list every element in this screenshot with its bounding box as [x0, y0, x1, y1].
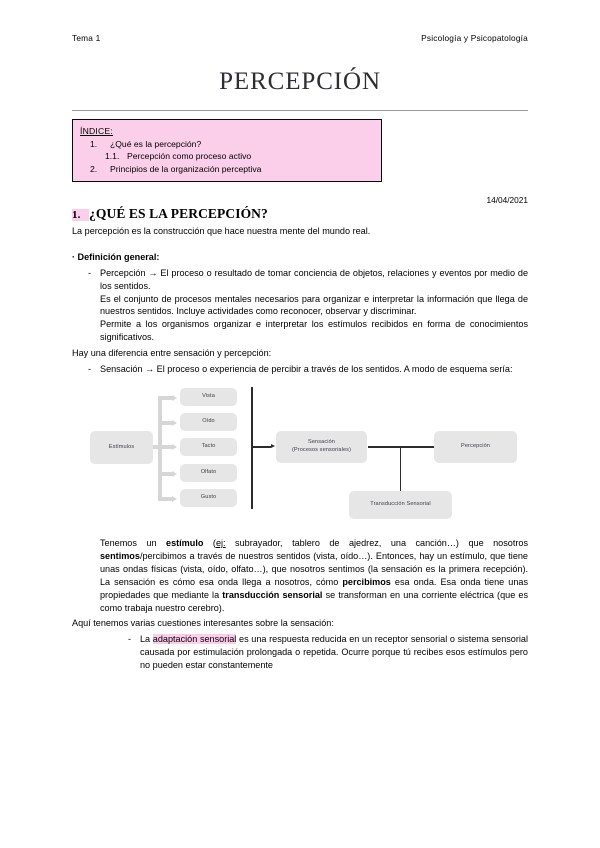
- highlight-adaptacion-sensorial: adaptación sensorial: [152, 634, 237, 645]
- list-dash: -: [128, 634, 132, 645]
- definition-paragraph-3: Permite a los organismos organizar e interpretar los estímulos recibidos en forma de conocimientos significativos.: [100, 319, 528, 343]
- index-title: ÍNDICE:: [80, 126, 113, 136]
- index-item-1-1: [80, 150, 375, 162]
- stimulus-paragraph-body: [100, 537, 528, 614]
- stimulus-bold-estimulo: estímulo: [166, 537, 204, 548]
- diagram-box-percepcion: Percepción: [434, 431, 517, 463]
- section-number: 1.: [72, 209, 81, 222]
- definition-list-item: [72, 267, 528, 344]
- index-item-label: ¿Qué es la percepción?: [110, 139, 202, 150]
- difference-term: Sensación: [100, 364, 143, 375]
- stimulus-bold-percibimos: percibimos: [342, 576, 391, 587]
- diagram-line-to-sensacion: [253, 446, 271, 447]
- diagram-branch-line-gusto: [158, 497, 172, 501]
- definition-text: El proceso o resultado de tomar conciencia de objetos, relaciones y eventos por medio de los sentidos.: [100, 267, 529, 291]
- running-head-left: Tema 1: [72, 33, 101, 43]
- diagram-box-tacto: Tacto: [180, 438, 237, 456]
- definition-term: Percepción: [100, 267, 146, 278]
- diagram-connector-vertical: [400, 447, 401, 491]
- diagram-box-estimulos: Estímulos: [90, 431, 153, 464]
- index-item-number: 1.1.: [105, 151, 120, 162]
- difference-paragraph: [100, 363, 528, 376]
- arrow-glyph: →: [145, 364, 155, 375]
- title-divider: [72, 110, 528, 111]
- index-item-number: 2.: [90, 163, 98, 174]
- diagram-arrow-head-vista: [172, 395, 177, 401]
- questions-list-item: [72, 633, 528, 672]
- index-item-label: Percepción como proceso activo: [127, 151, 252, 162]
- sensation-perception-diagram: [72, 383, 528, 531]
- definition-heading: · Definición general:: [72, 252, 160, 263]
- difference-list-item: [72, 363, 528, 376]
- diagram-branch-line-olfato: [158, 472, 172, 476]
- index-item-2: [80, 163, 375, 175]
- date-label: 14/04/2021: [486, 194, 528, 205]
- diagram-box-gusto: Gusto: [180, 489, 237, 507]
- list-dash: -: [88, 267, 92, 278]
- diagram-arrow-head-gusto: [172, 496, 177, 502]
- diagram-arrow-head-sensacion: [271, 444, 275, 448]
- index-box: [72, 119, 382, 182]
- diagram-box-sensacion: [276, 431, 367, 463]
- diagram-sensacion-line1: Sensación: [307, 439, 336, 446]
- stimulus-bold-sentimos: sentimos: [100, 550, 140, 561]
- arrow-glyph: →: [148, 267, 158, 278]
- section-intro-paragraph: La percepción es la construcción que hace nuestra mente del mundo real.: [72, 226, 371, 237]
- stimulus-indent-spacer: [72, 537, 100, 614]
- stimulus-bold-transduccion: transducción sensorial: [222, 589, 323, 600]
- diagram-box-vista: Vista: [180, 388, 237, 406]
- stimulus-text-4: /percibimos a través de nuestros sentidos (vista, oído…). Entonces, hay un estímulo, que tiene unas ondas físicas (vista, oído, olfato…), que nosotros sentimos (la sensación es la primera recepción). La sensación es cómo esa onda llega a nosotros, cómo: [100, 550, 528, 587]
- diagram-arrow-head-oido: [172, 420, 177, 426]
- diagram-sensacion-line2: (Procesos sensoriales): [291, 446, 352, 453]
- index-item-label: Principios de la organización perceptiva: [110, 163, 262, 174]
- stimulus-text-2: (: [203, 537, 216, 548]
- questions-lead: Aquí tenemos varias cuestiones interesantes sobre la sensación:: [72, 618, 334, 629]
- diagram-box-olfato: Olfato: [180, 464, 237, 482]
- diagram-branch-line-oido: [158, 421, 172, 425]
- difference-lead: Hay una diferencia entre sensación y percepción:: [72, 348, 272, 359]
- section-number-spacer: [80, 209, 89, 221]
- stimulus-text-6: se transforman en una corriente eléctrica (que es como trabaja nuestro cerebro).: [100, 589, 528, 613]
- diagram-box-oido: Oído: [180, 413, 237, 431]
- running-head-right: Psicología y Psicopatología: [421, 33, 528, 43]
- index-item-1: [80, 138, 375, 150]
- stimulus-underline-ej: ej:: [215, 537, 226, 548]
- diagram-arrow-head-olfato: [172, 471, 177, 477]
- definition-paragraph-2: Es el conjunto de procesos mentales necesarios para organizar e interpretar la información que llega de nuestros sentidos. Incluye actividades como reconocer, observar y discriminar.: [100, 293, 528, 317]
- page-content: [72, 0, 528, 672]
- diagram-branch-line-vista: [158, 396, 172, 400]
- definition-paragraph-1: [100, 267, 528, 293]
- adaptation-text-2: es una respuesta reducida en un receptor sensorial o sistema sensorial causada por estimulación prolongada o repetida. Ocurre porque tú recibes esos estímulos pero no pueden estar constantemente: [140, 634, 528, 671]
- diagram-arrow-head-tacto: [172, 444, 177, 450]
- stimulus-text-3: subrayador, tablero de ajedrez, una canción…) que nosotros: [225, 537, 528, 548]
- stimulus-text-1: Tenemos un: [100, 537, 167, 548]
- definition-body: [100, 267, 528, 344]
- section-heading: [72, 206, 528, 222]
- index-item-number: 1.: [90, 139, 98, 150]
- stimulus-paragraph: [100, 537, 528, 614]
- difference-body: [100, 363, 528, 376]
- section-title: ¿QUÉ ES LA PERCEPCIÓN?: [89, 206, 268, 222]
- diagram-divider-bar: [251, 387, 253, 509]
- stimulus-paragraph-block: [72, 537, 528, 614]
- adaptation-text-1: La: [140, 634, 153, 645]
- difference-text: El proceso o experiencia de percibir a través de los sentidos. A modo de esquema sería:: [156, 364, 513, 375]
- list-dash: -: [88, 364, 92, 375]
- diagram-box-transduccion: Transducción Sensorial: [349, 491, 452, 519]
- document-title: PERCEPCIÓN: [219, 68, 381, 95]
- stimulus-text-5: esa onda. Esa onda tiene unas propiedades que mediante la: [100, 576, 528, 600]
- diagram-branch-line-tacto: [158, 445, 172, 449]
- running-head: [72, 0, 528, 43]
- questions-body: [140, 633, 528, 672]
- adaptation-paragraph: [140, 633, 528, 672]
